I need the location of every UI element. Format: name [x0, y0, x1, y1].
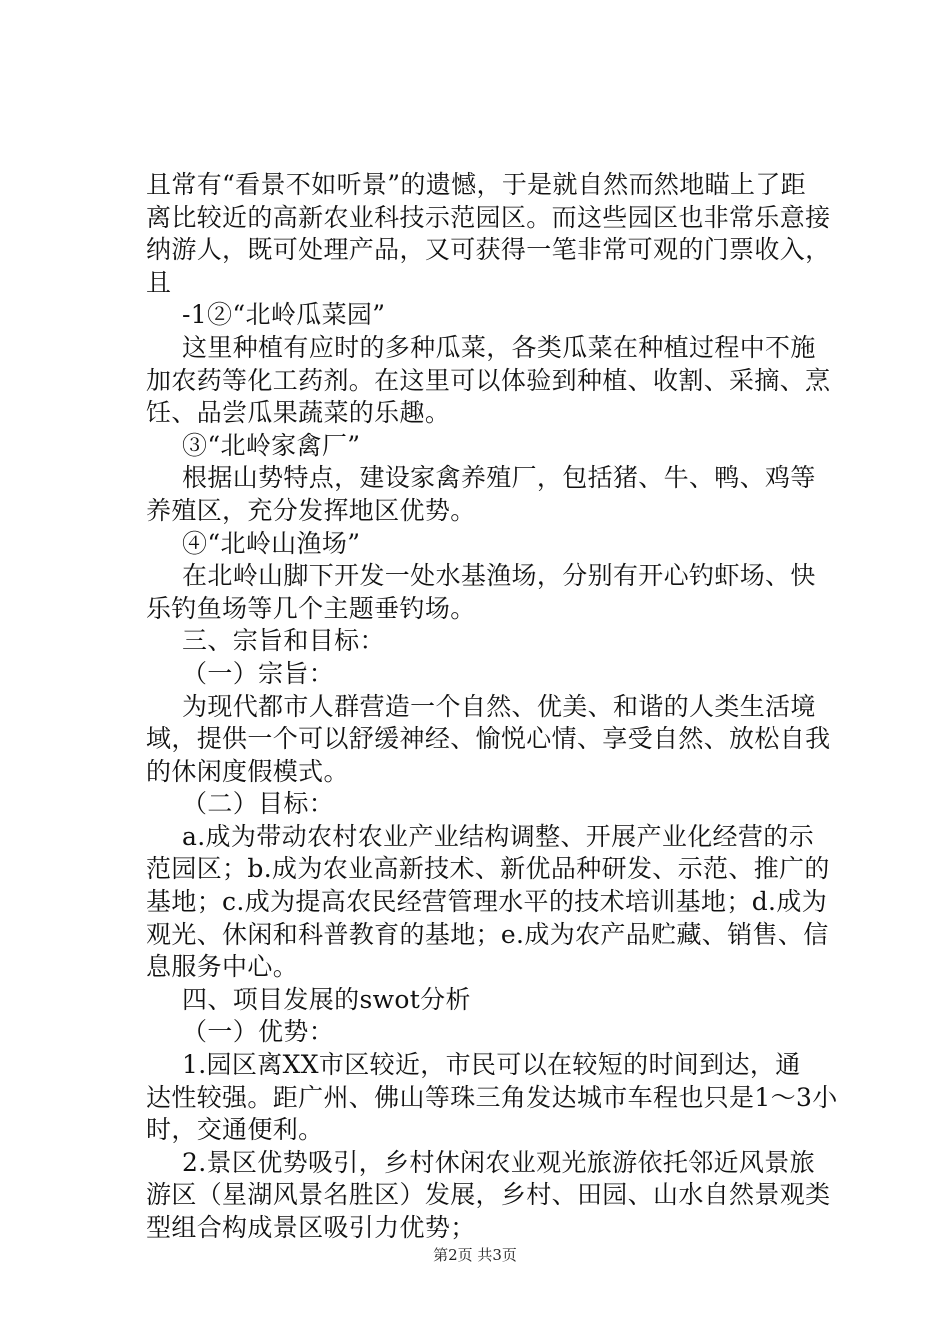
text-line: -1②“北岭瓜菜园” [182, 300, 386, 330]
text-line: 基地；c.成为提高农民经营管理水平的技术培训基地；d.成为 [146, 887, 828, 917]
text-line: ④“北岭山渔场” [182, 528, 361, 558]
text-line: 乐钓鱼场等几个主题垂钓场。 [146, 593, 476, 623]
text-line: 域，提供一个可以舒缓神经、愉悦心情、享受自然、放松自我 [146, 724, 831, 754]
text-line: 范园区；b.成为农业高新技术、新优品种研发、示范、推广的 [146, 854, 830, 884]
text-line: 饪、品尝瓜果蔬菜的乐趣。 [146, 398, 451, 428]
text-line: 1.园区离XX市区较近，市民可以在较短的时间到达，通 [182, 1050, 801, 1080]
text-line: 游区（星湖风景名胜区）发展，乡村、田园、山水自然景观类 [146, 1180, 831, 1210]
page-footer: 第2页 共3页 [433, 1246, 517, 1264]
text-line: 且 [146, 267, 172, 297]
text-line: a.成为带动农村农业产业结构调整、开展产业化经营的示 [182, 821, 814, 851]
text-line: 养殖区，充分发挥地区优势。 [146, 495, 476, 525]
text-line: 2.景区优势吸引，乡村休闲农业观光旅游依托邻近风景旅 [182, 1147, 815, 1177]
text-line: 加农药等化工药剂。在这里可以体验到种植、收割、采摘、烹 [146, 365, 831, 395]
document-body [146, 169, 836, 1245]
text-line: 型组合构成景区吸引力优势； [146, 1213, 476, 1242]
text-line: 息服务中心。 [146, 952, 299, 982]
text-line: 在北岭山脚下开发一处水基渔场，分别有开心钓虾场、快 [182, 561, 816, 591]
text-line: （一）宗旨： [182, 658, 335, 688]
text-line: 离比较近的高新农业科技示范园区。而这些园区也非常乐意接 [146, 202, 831, 232]
text-line: 四、项目发展的swot分析 [182, 984, 471, 1014]
text-line: 三、宗旨和目标： [182, 626, 385, 656]
text-line: ③“北岭家禽厂” [182, 430, 361, 460]
text-line: 达性较强。距广州、佛山等珠三角发达城市车程也只是1～3小 [146, 1082, 838, 1112]
text-line: 观光、休闲和科普教育的基地；e.成为农产品贮藏、销售、信 [146, 919, 829, 949]
text-line: 纳游人，既可处理产品，又可获得一笔非常可观的门票收入， [146, 235, 831, 265]
text-line: 这里种植有应时的多种瓜菜，各类瓜菜在种植过程中不施 [182, 332, 816, 362]
text-line: 的休闲度假模式。 [146, 756, 349, 786]
text-line: 且常有“看景不如听景”的遗憾，于是就自然而然地瞄上了距 [146, 170, 807, 199]
text-line: （一）优势： [182, 1017, 335, 1047]
text-line: 为现代都市人群营造一个自然、优美、和谐的人类生活境 [182, 691, 816, 721]
text-line: 根据山势特点，建设家禽养殖厂，包括猪、牛、鸭、鸡等 [182, 463, 816, 493]
text-line: （二）目标： [182, 789, 335, 819]
text-line: 时，交通便利。 [146, 1115, 324, 1145]
